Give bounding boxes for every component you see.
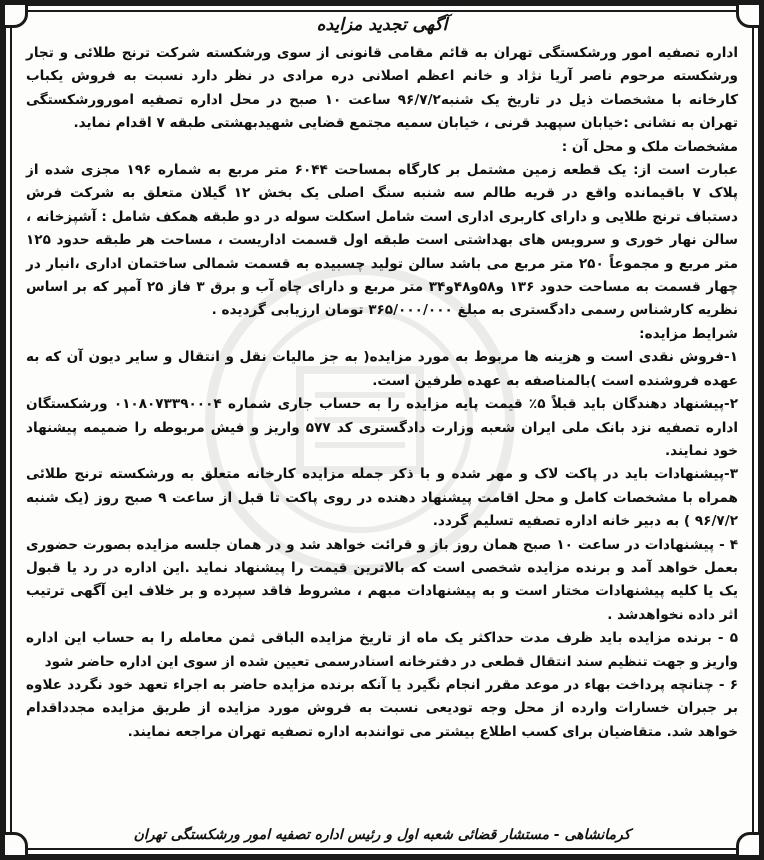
- property-description: عبارت است از: یک قطعه زمین مشتمل بر کارگاه بمساحت ۶۰۴۴ متر مربع به شماره ۱۹۶ مجزی شده از پلاک ۷ باقیمانده واقع در قریه طالم سه شنبه سنگ اصلی یک بخش ۱۲ گیلان متعلق به شرکت فرش دستباف ترنج طلایی و دارای کاربری اداری است شامل اسکلت سوله در دو طبقه همکف شامل : آشپزخانه ، سالن نهار خوری و سرویس های بهداشتی است طبقه اول قسمت اداریست ، مساحت هر طبقه حدود ۱۲۵ متر مربع و مجموعاً ۲۵۰ متر مربع می باشد سالن تولید چسبیده به قسمت شمالی ساختمان اداری ،انبار در چهار قسمت به مساحت حدود ۱۳۶ و۵۸و۴۸و۳۴ متر مربع و دارای چاه آب و برق ۳ فاز ۲۵ آمپر که بر اساس نظریه کارشناس رسمی دادگستری به مبلغ ۳۶۵/۰۰۰/۰۰۰ تومان ارزیابی گردیده .: [26, 162, 739, 319]
- corner-ornament-top-right: [736, 2, 762, 28]
- corner-ornament-bottom-left: [2, 832, 28, 858]
- conditions-heading: شرایط مزایده:: [639, 325, 738, 342]
- condition-item: ۱-فروش نقدی است و هزینه ها مربوط به مورد مزایده( به جز مالیات نقل و انتقال و سایر دیون آن که به عهده فروشنده است )بالمناصفه به عهده طرفین است.: [26, 349, 738, 389]
- condition-item: ۲-پیشنهاد دهندگان باید قبلاً ۵٪ قیمت پایه مزایده را به حساب جاری شماره ۰۱۰۸۰۷۳۳۹۰۰۰۴ ورشکستگان اداره تصفیه نزد بانک ملی ایران شعبه وزارت دادگستری کد ۵۷۷ واریز و فیش مربوطه را ضمیمه پیشنهاد خود نمایند.: [26, 396, 738, 459]
- notice-title: آگهی تجدید مزایده: [316, 15, 448, 35]
- corner-ornament-bottom-right: [736, 832, 762, 858]
- condition-item: ۴ - پیشنهادات در ساعت ۱۰ صبح همان روز باز و قرائت خواهد شد و در همان جلسه مزایده بصورت حضوری بعمل خواهد آمد و برنده مزایده شخصی است که بالاترین قیمت را پیشنهاد نماید .این اداره در رد یا قبول یک یا کلیه پیشنهادات مختار است و به پیشنهادات مبهم ، مشروط فاقد سپرده و بر خلاف این آگهی ترتیب اثر داده نخواهدشد .: [26, 536, 738, 623]
- condition-item: ۳-پیشنهادات باید در پاکت لاک و مهر شده و با ذکر جمله مزایده کارخانه متعلق به ورشکسته ترنج طلائی همراه با مشخصات کامل و محل اقامت پیشنهاد دهنده در روی پاکت تا قبل از ساعت ۹ صبح روز (یک شنبه ۹۶/۷/۲ ) به دبیر خانه اداره تصفیه تسلیم گردد.: [26, 466, 738, 530]
- condition-item: ۶ - چنانچه پرداخت بهاء در موعد مقرر انجام نگیرد یا آنکه برنده مزایده حاضر به اجراء تعهد خود نگردد علاوه بر جبران خسارات وارده از محل وجه تودیعی نسبت به فروش مورد مزایده از طریق مزایده مجدداقدام خواهد شد. متقاضیان برای کسب اطلاع بیشتر می توانندبه اداره تصفیه تهران مراجعه نمایند.: [26, 676, 738, 740]
- notice-signature: کرمانشاهی - مستشار قضائی شعبه اول و رئیس اداره تصفیه امور ورشکستگی تهران: [133, 827, 631, 843]
- property-heading: مشخصات ملک و محل آن :: [561, 138, 738, 155]
- condition-item: ۵ - برنده مزایده باید ظرف مدت حداکثر یک ماه از تاریخ مزایده الباقی ثمن معامله را به حساب این اداره واریز و جهت تنظیم سند انتقال قطعی در دفترخانه اسنادرسمی تعیین شده از سوی این اداره حاضر شود: [26, 630, 738, 670]
- notice-intro: اداره تصفیه امور ورشکستگی تهران به قائم مقامی قانونی از سوی ورشکسته شرکت ترنج طلائی و تجار ورشکسته مرحوم ناصر آریا نژاد و خانم اعظم اصلانی دره مرادی در نظر دارد نسبت به فروش یکباب کارخانه با مشخصات ذیل در تاریخ یک شنبه۹۶/۷/۲ ساعت ۱۰ صبح در محل اداره تصفیه امورورشکستگی تهران به نشانی :خیابان سپهبد قرنی ، خیابان سمیه مجتمع قضایی شهیدبهشتی طبقه ۷ اقدام نماید.: [26, 45, 738, 132]
- notice-body: [26, 14, 738, 848]
